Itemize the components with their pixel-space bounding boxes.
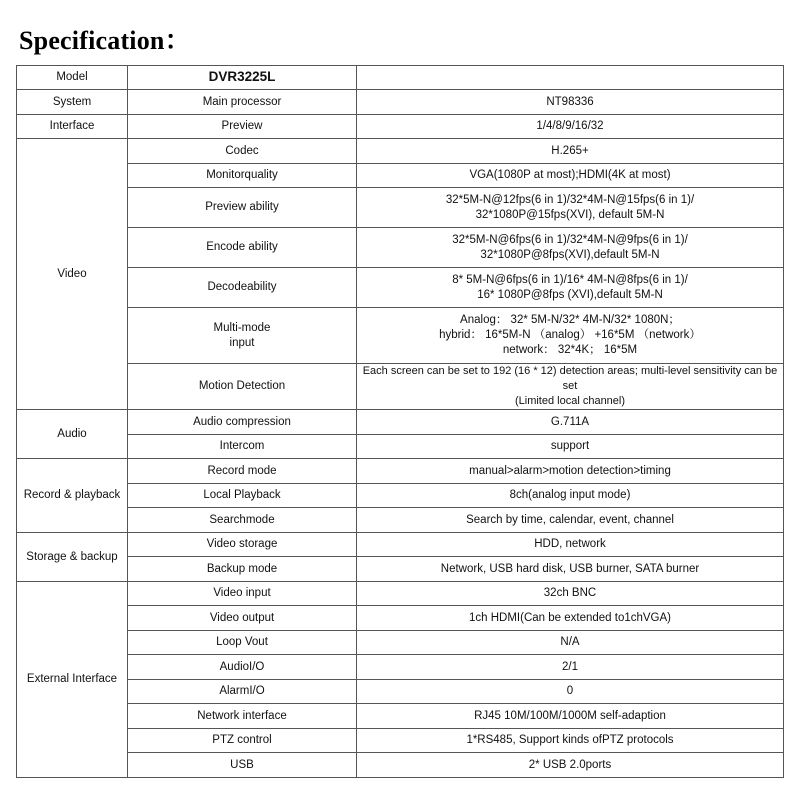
group-audio: Audio <box>17 410 128 459</box>
item-record-mode: Record mode <box>128 459 357 484</box>
table-row <box>17 533 784 557</box>
item-backup-mode: Backup mode <box>128 557 357 582</box>
value-line: 32*1080P@8fps(XVI),default 5M-N <box>480 248 660 261</box>
value-audio-compression: G.711A <box>357 410 784 435</box>
value-main-processor: NT98336 <box>357 90 784 115</box>
value-encode-ability <box>357 228 784 268</box>
value-loop-vout: N/A <box>357 631 784 655</box>
table-row <box>17 268 784 308</box>
group-interface: Interface <box>17 115 128 139</box>
table-row <box>17 139 784 164</box>
table-row <box>17 655 784 680</box>
group-external-interface: External Interface <box>17 582 128 778</box>
value-codec: H.265+ <box>357 139 784 164</box>
item-network-interface: Network interface <box>128 704 357 729</box>
value-line: network： 32*4K； 16*5M <box>502 344 638 356</box>
table-row <box>17 364 784 410</box>
value-video-output: 1ch HDMI(Can be extended to1chVGA) <box>357 606 784 631</box>
table-row <box>17 435 784 459</box>
table-row <box>17 459 784 484</box>
table-row <box>17 115 784 139</box>
table-row <box>17 680 784 704</box>
item-encode-ability: Encode ability <box>128 228 357 268</box>
value-ptz-control: 1*RS485, Support kinds ofPTZ protocols <box>357 729 784 753</box>
table-row <box>17 606 784 631</box>
item-monitorquality: Monitorquality <box>128 164 357 188</box>
value-multi-mode-input <box>357 308 784 364</box>
item-preview-ability: Preview ability <box>128 188 357 228</box>
table-row <box>17 66 784 90</box>
value-searchmode: Search by time, calendar, event, channel <box>357 508 784 533</box>
item-video-input: Video input <box>128 582 357 606</box>
value-motion-detection <box>357 364 784 410</box>
item-alarm-io: AlarmI/O <box>128 680 357 704</box>
item-ptz-control: PTZ control <box>128 729 357 753</box>
table-row <box>17 729 784 753</box>
item-line: Multi-mode <box>213 321 271 334</box>
table-row <box>17 410 784 435</box>
table-row <box>17 484 784 508</box>
item-preview: Preview <box>128 115 357 139</box>
group-storage-backup: Storage & backup <box>17 533 128 582</box>
item-main-processor: Main processor <box>128 90 357 115</box>
value-line: 32*5M-N@6fps(6 in 1)/32*4M-N@9fps(6 in 1)/ <box>452 233 688 246</box>
value-network-interface: RJ45 10M/100M/1000M self-adaption <box>357 704 784 729</box>
item-audio-io: AudioI/O <box>128 655 357 680</box>
table-row <box>17 164 784 188</box>
item-audio-compression: Audio compression <box>128 410 357 435</box>
table-row <box>17 90 784 115</box>
value-backup-mode: Network, USB hard disk, USB burner, SATA burner <box>357 557 784 582</box>
table-row <box>17 582 784 606</box>
value-decode-ability <box>357 268 784 308</box>
table-row <box>17 631 784 655</box>
value-usb: 2* USB 2.0ports <box>357 753 784 778</box>
item-searchmode: Searchmode <box>128 508 357 533</box>
value-line: Each screen can be set to 192 (16 * 12) detection areas; multi-level sensitivity can be set <box>362 365 778 392</box>
value-monitorquality: VGA(1080P at most);HDMI(4K at most) <box>357 164 784 188</box>
item-multi-mode-input <box>128 308 357 364</box>
table-row <box>17 704 784 729</box>
model-name-text: DVR3225L <box>208 69 276 84</box>
value-line: (Limited local channel) <box>514 395 626 407</box>
value-alarm-io: 0 <box>357 680 784 704</box>
item-line: input <box>229 336 255 349</box>
value-local-playback: 8ch(analog input mode) <box>357 484 784 508</box>
value-line: Analog： 32* 5M-N/32* 4M-N/32* 1080N； <box>460 314 680 326</box>
page-title: Specification： <box>19 26 191 55</box>
value-video-storage: HDD, network <box>357 533 784 557</box>
table-row <box>17 508 784 533</box>
table-row <box>17 228 784 268</box>
value-line: 16* 1080P@8fps (XVI),default 5M-N <box>477 288 663 301</box>
item-decode-ability: Decodeability <box>128 268 357 308</box>
item-motion-detection: Motion Detection <box>128 364 357 410</box>
value-line: 8* 5M-N@6fps(6 in 1)/16* 4M-N@8fps(6 in 1)/ <box>452 273 688 286</box>
value-video-input: 32ch BNC <box>357 582 784 606</box>
value-line: hybrid： 16*5M-N （analog） +16*5M （network） <box>439 329 701 341</box>
table-row <box>17 188 784 228</box>
value-record-mode: manual>alarm>motion detection>timing <box>357 459 784 484</box>
value-preview-ability <box>357 188 784 228</box>
value-audio-io: 2/1 <box>357 655 784 680</box>
item-intercom: Intercom <box>128 435 357 459</box>
value-preview: 1/4/8/9/16/32 <box>357 115 784 139</box>
value-intercom: support <box>357 435 784 459</box>
model-name <box>128 66 357 90</box>
model-value <box>357 66 784 90</box>
item-local-playback: Local Playback <box>128 484 357 508</box>
table-row <box>17 753 784 778</box>
item-video-storage: Video storage <box>128 533 357 557</box>
group-video: Video <box>17 139 128 410</box>
group-system: System <box>17 90 128 115</box>
specification-table <box>16 65 784 778</box>
table-row <box>17 557 784 582</box>
table-row <box>17 308 784 364</box>
group-record-playback: Record & playback <box>17 459 128 533</box>
item-video-output: Video output <box>128 606 357 631</box>
model-label: Model <box>17 66 128 90</box>
item-codec: Codec <box>128 139 357 164</box>
value-line: 32*5M-N@12fps(6 in 1)/32*4M-N@15fps(6 in 1)/ <box>445 193 695 206</box>
item-loop-vout: Loop Vout <box>128 631 357 655</box>
item-usb: USB <box>128 753 357 778</box>
value-line: 32*1080P@15fps(XVI), default 5M-N <box>475 208 665 221</box>
